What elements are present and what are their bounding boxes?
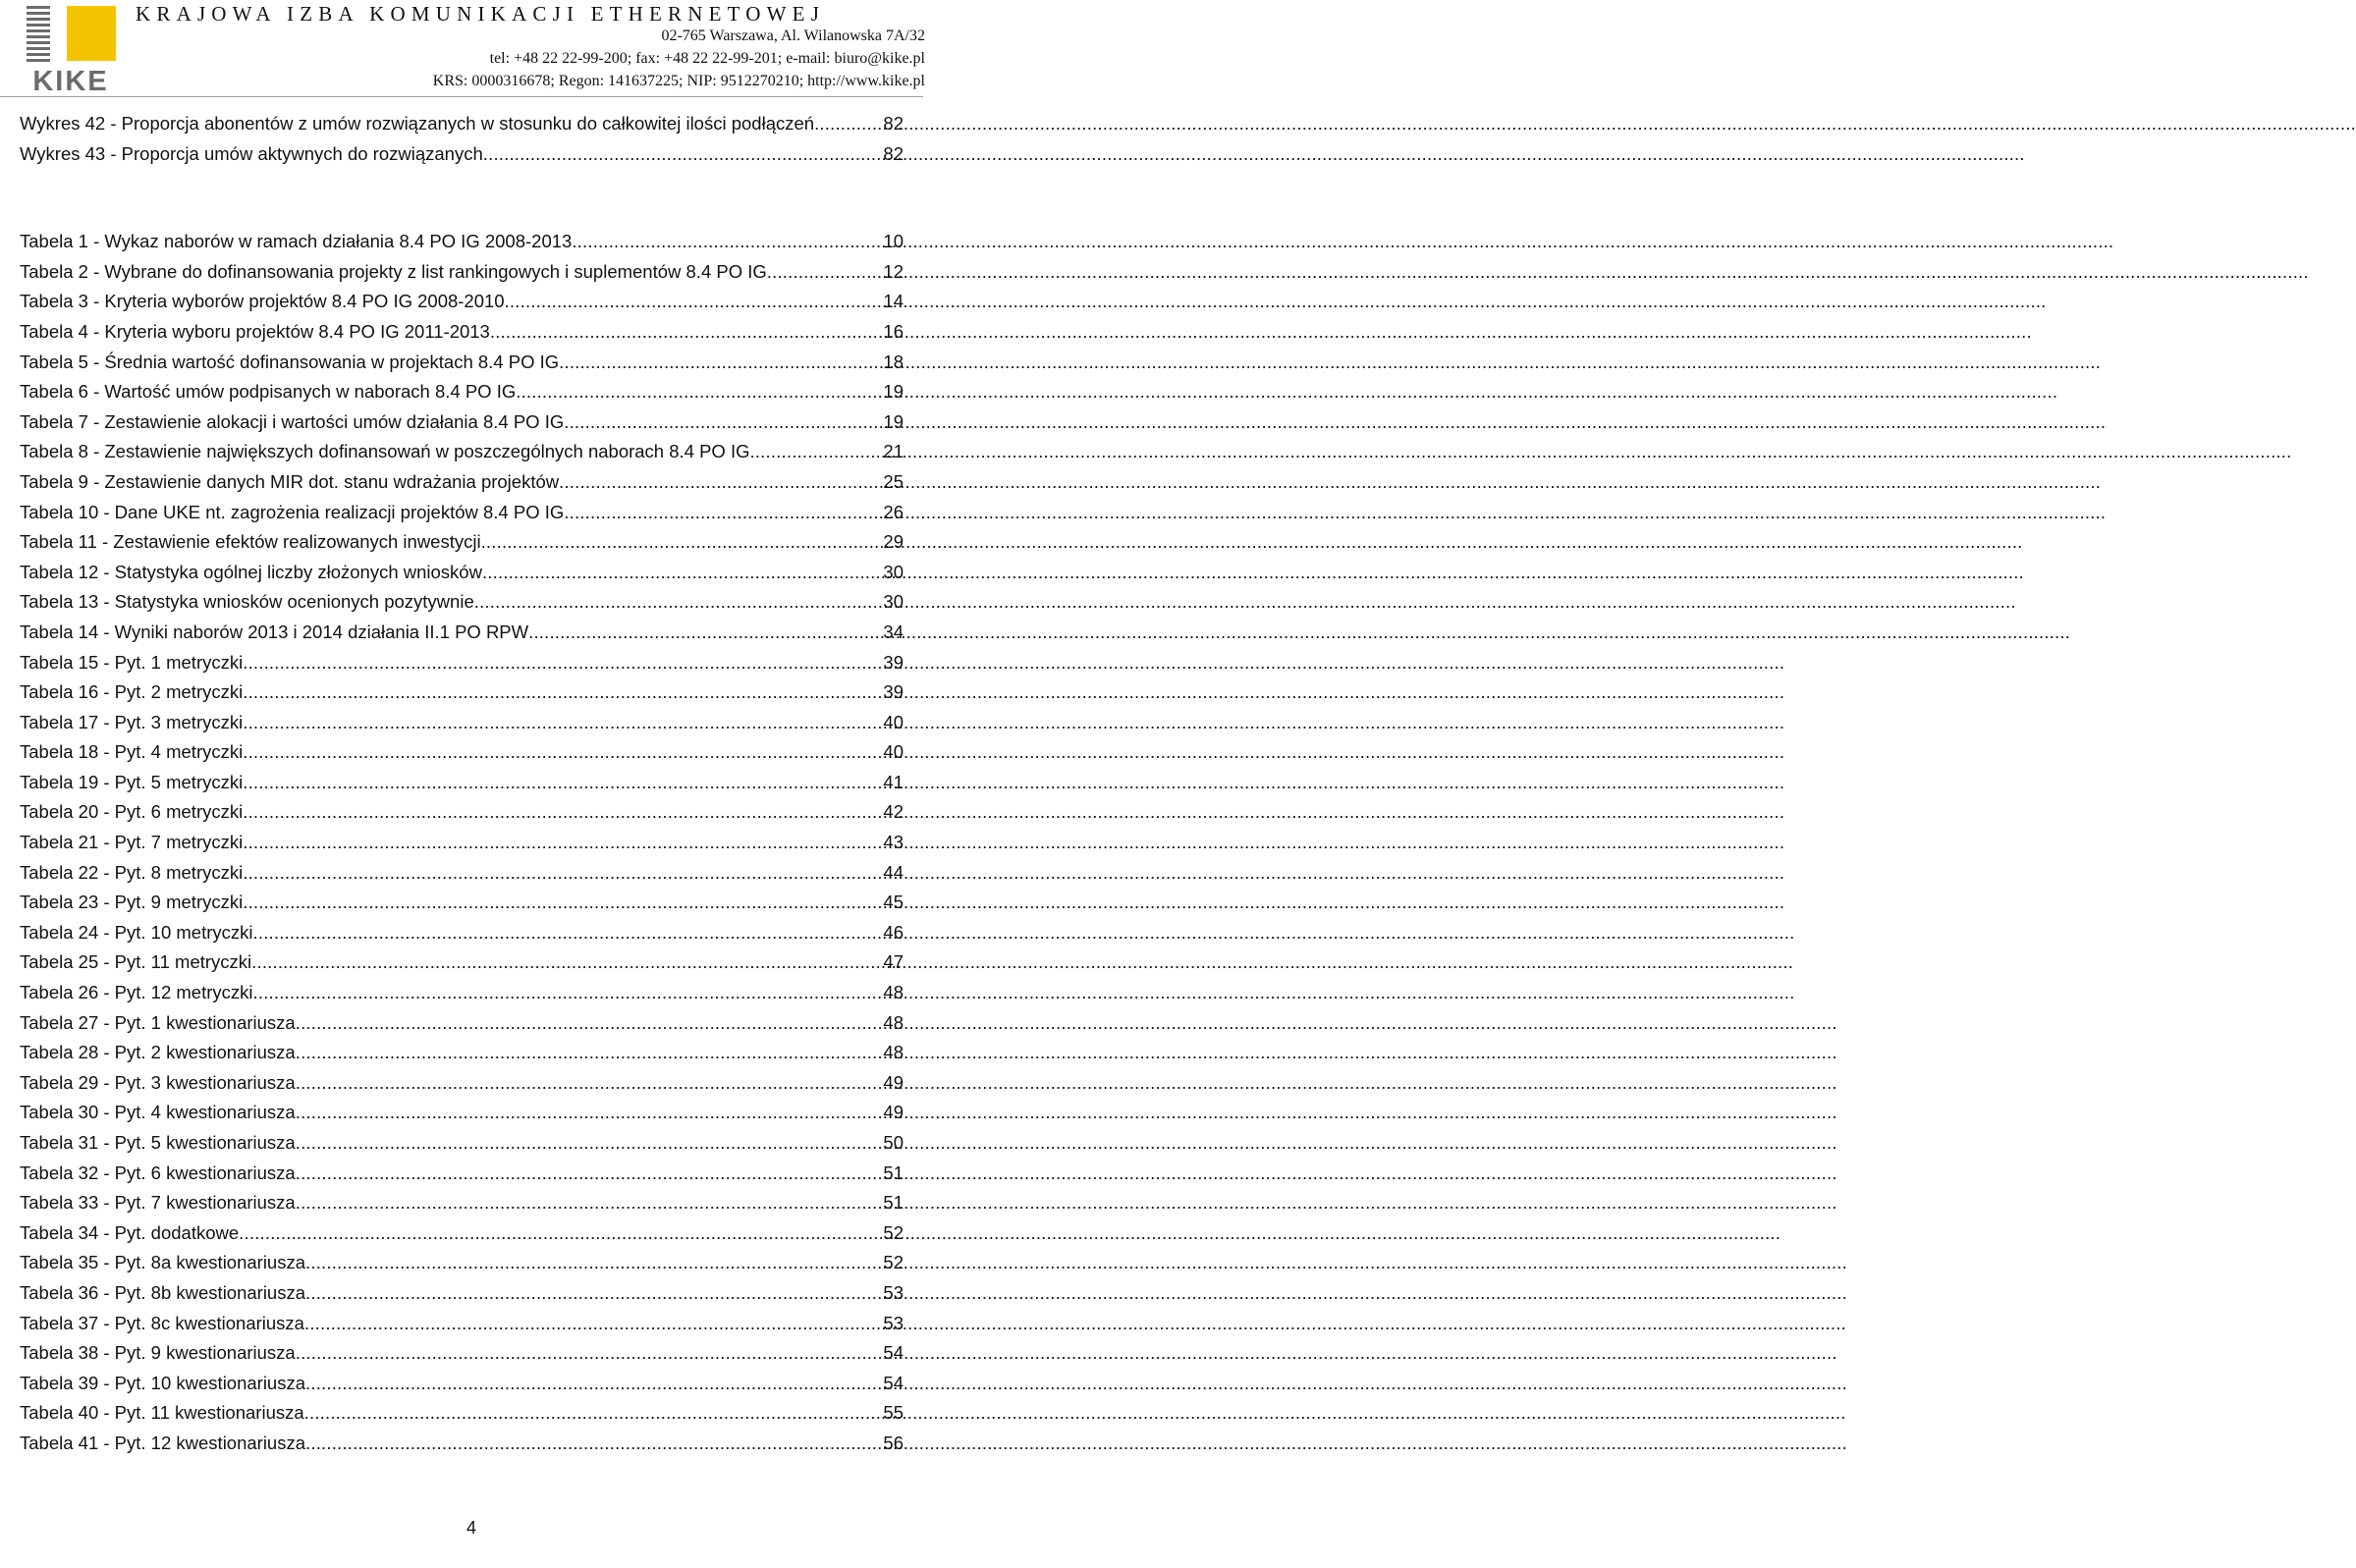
- toc-entry-page: 40: [883, 711, 904, 732]
- toc-entry-table-28[interactable]: [20, 1038, 904, 1068]
- toc-entry-page: 19: [883, 410, 904, 432]
- toc-leader-dots: [305, 1248, 883, 1278]
- toc-entry-title: Tabela 33 - Pyt. 7 kwestionariusza: [20, 1192, 296, 1214]
- toc-leader-dots: [251, 947, 883, 978]
- toc-entry-table-9[interactable]: [20, 467, 904, 498]
- toc-leader-dots: [750, 437, 884, 467]
- toc-entry-title: Tabela 19 - Pyt. 5 metryczki: [20, 771, 244, 792]
- toc-entry-title: Tabela 15 - Pyt. 1 metryczki: [20, 651, 244, 673]
- toc-entry-page: 53: [883, 1312, 904, 1333]
- toc-leader-dots: [481, 527, 884, 558]
- toc-entry-table-2[interactable]: [20, 257, 904, 288]
- toc-entry-table-3[interactable]: [20, 287, 904, 317]
- toc-leader-dots: [305, 1429, 883, 1459]
- toc-leader-dots: [564, 498, 883, 528]
- toc-entry-table-10[interactable]: [20, 498, 904, 528]
- toc-entry-table-14[interactable]: [20, 618, 904, 648]
- toc-leader-dots: [243, 797, 883, 828]
- toc-entry-page: 19: [883, 381, 904, 403]
- toc-entry-table-15[interactable]: [20, 648, 904, 678]
- toc-entry-title: Tabela 2 - Wybrane do dofinansowania projekty z list rankingowych i suplementów 8.4 PO IG: [20, 260, 767, 282]
- toc-entry-page: 82: [883, 113, 904, 134]
- toc-entry-page: 10: [883, 231, 904, 252]
- toc-leader-dots: [528, 618, 883, 648]
- toc-entry-page: 21: [883, 441, 904, 462]
- toc-entry-table-20[interactable]: [20, 797, 904, 828]
- toc-entry-title: Tabela 24 - Pyt. 10 metryczki: [20, 921, 253, 943]
- toc-entry-page: 39: [883, 681, 904, 703]
- toc-leader-dots: [305, 1278, 883, 1309]
- toc-leader-dots: [243, 888, 883, 918]
- toc-entry-page: 14: [883, 291, 904, 312]
- toc-leader-dots: [814, 109, 883, 139]
- toc-entry-page: 54: [883, 1372, 904, 1393]
- logo-bars: [27, 6, 50, 62]
- toc-leader-dots: [243, 858, 883, 889]
- toc-entry-title: Tabela 14 - Wyniki naborów 2013 i 2014 działania II.1 PO RPW: [20, 621, 529, 642]
- toc-entry-title: Tabela 7 - Zestawienie alokacji i wartości umów działania 8.4 PO IG: [20, 410, 565, 432]
- toc-entry-title: Tabela 13 - Statystyka wniosków ocenionych pozytywnie: [20, 591, 474, 613]
- toc-entry-table-33[interactable]: [20, 1188, 904, 1218]
- toc-entry-table-29[interactable]: [20, 1068, 904, 1099]
- toc-entry-title: Tabela 17 - Pyt. 3 metryczki: [20, 711, 244, 732]
- toc-entry-title: Tabela 41 - Pyt. 12 kwestionariusza: [20, 1432, 306, 1453]
- toc-entry-table-5[interactable]: [20, 348, 904, 378]
- toc-entry-page: 49: [883, 1071, 904, 1093]
- toc-entry-title: Tabela 28 - Pyt. 2 kwestionariusza: [20, 1042, 296, 1063]
- toc-entry-title: Tabela 38 - Pyt. 9 kwestionariusza: [20, 1342, 296, 1364]
- toc-entry-page: 30: [883, 561, 904, 582]
- letterhead: [0, 0, 943, 98]
- toc-leader-dots: [243, 828, 883, 858]
- toc-entry-page: 43: [883, 832, 904, 853]
- toc-entry-page: 53: [883, 1281, 904, 1303]
- kike-logo: [24, 4, 120, 97]
- toc-entry-title: Tabela 29 - Pyt. 3 kwestionariusza: [20, 1071, 296, 1093]
- toc-entry-table-22[interactable]: [20, 858, 904, 889]
- toc-entry-table-26[interactable]: [20, 978, 904, 1008]
- toc-leader-dots: [243, 708, 883, 738]
- toc-entry-page: 48: [883, 982, 904, 1003]
- toc-leader-dots: [564, 407, 883, 438]
- toc-entry-table-11[interactable]: [20, 527, 904, 558]
- toc-entry-title: Tabela 21 - Pyt. 7 metryczki: [20, 832, 244, 853]
- toc-entry-table-34[interactable]: [20, 1218, 904, 1249]
- toc-entry-title: Tabela 20 - Pyt. 6 metryczki: [20, 801, 244, 823]
- logo-yellow-block: [67, 6, 116, 61]
- toc-entry-title: Tabela 27 - Pyt. 1 kwestionariusza: [20, 1011, 296, 1033]
- toc-entry-page: 50: [883, 1132, 904, 1153]
- toc-entry-page: 12: [883, 260, 904, 282]
- toc-entry-title: Tabela 32 - Pyt. 6 kwestionariusza: [20, 1162, 296, 1183]
- toc-entry-table-7[interactable]: [20, 407, 904, 438]
- toc-entry-table-31[interactable]: [20, 1128, 904, 1159]
- toc-entry-table-24[interactable]: [20, 918, 904, 948]
- toc-entry-title: Wykres 42 - Proporcja abonentów z umów rozwiązanych w stosunku do całkowitej ilości podłączeń: [20, 113, 815, 134]
- registry-line: KRS: 0000316678; Regon: 141637225; NIP: 9512270210; http://www.kike.pl: [432, 73, 925, 89]
- toc-entry-table-30[interactable]: [20, 1098, 904, 1128]
- toc-leader-dots: [253, 918, 884, 948]
- toc-entry-title: Tabela 40 - Pyt. 11 kwestionariusza: [20, 1402, 304, 1424]
- toc-leader-dots: [304, 1309, 883, 1339]
- toc-entry-table-38[interactable]: [20, 1338, 904, 1369]
- toc-entry-table-19[interactable]: [20, 768, 904, 798]
- toc-entry-title: Tabela 34 - Pyt. dodatkowe: [20, 1221, 240, 1243]
- toc-entry-table-1[interactable]: [20, 227, 904, 257]
- toc-entry-page: 52: [883, 1252, 904, 1273]
- page-number: 4: [466, 1518, 476, 1538]
- toc-leader-dots: [296, 1098, 884, 1128]
- toc-entry-title: Tabela 12 - Statystyka ogólnej liczby złożonych wniosków: [20, 561, 482, 582]
- toc-entry-table-17[interactable]: [20, 708, 904, 738]
- toc-entry-title: Wykres 43 - Proporcja umów aktywnych do rozwiązanych: [20, 142, 483, 164]
- toc-leader-dots: [296, 1128, 884, 1159]
- toc-leader-dots: [572, 227, 883, 257]
- toc-leader-dots: [296, 1038, 884, 1068]
- toc-entry-page: 34: [883, 621, 904, 642]
- toc-entry-page: 51: [883, 1192, 904, 1214]
- toc-leader-dots: [767, 257, 884, 288]
- toc-entry-page: 26: [883, 501, 904, 522]
- toc-entry-table-41[interactable]: [20, 1429, 904, 1459]
- toc-entry-table-8[interactable]: [20, 437, 904, 467]
- toc-entry-page: 54: [883, 1342, 904, 1364]
- toc-entry-title: Tabela 4 - Kryteria wyboru projektów 8.4 PO IG 2011-2013: [20, 320, 490, 342]
- toc-entry-page: 42: [883, 801, 904, 823]
- toc-entry-page: 30: [883, 591, 904, 613]
- toc-entry-figure-43[interactable]: [20, 139, 904, 170]
- toc-entry-table-27[interactable]: [20, 1008, 904, 1039]
- toc-leader-dots: [559, 467, 883, 498]
- toc-entry-page: 18: [883, 351, 904, 372]
- toc-entry-title: Tabela 6 - Wartość umów podpisanych w naborach 8.4 PO IG: [20, 381, 517, 403]
- toc-leader-dots: [474, 587, 884, 618]
- toc-leader-dots: [559, 348, 883, 378]
- toc-entry-page: 44: [883, 861, 904, 883]
- toc-section-gap: [20, 169, 904, 227]
- toc-entry-page: 49: [883, 1102, 904, 1123]
- toc-entry-page: 56: [883, 1432, 904, 1453]
- toc-entry-table-6[interactable]: [20, 377, 904, 407]
- toc-leader-dots: [296, 1068, 884, 1099]
- toc-entry-title: Tabela 36 - Pyt. 8b kwestionariusza: [20, 1281, 306, 1303]
- toc-entry-table-18[interactable]: [20, 737, 904, 768]
- toc-leader-dots: [490, 317, 884, 348]
- toc-entry-title: Tabela 35 - Pyt. 8a kwestionariusza: [20, 1252, 306, 1273]
- toc-entry-page: 48: [883, 1042, 904, 1063]
- toc-entry-page: 47: [883, 951, 904, 973]
- toc-entry-table-40[interactable]: [20, 1398, 904, 1429]
- toc-entry-table-21[interactable]: [20, 828, 904, 858]
- toc-entry-title: Tabela 3 - Kryteria wyborów projektów 8.4 PO IG 2008-2010: [20, 291, 505, 312]
- toc-entry-title: Tabela 10 - Dane UKE nt. zagrożenia realizacji projektów 8.4 PO IG: [20, 501, 565, 522]
- toc-entry-figure-42[interactable]: [20, 109, 904, 139]
- toc-entry-table-13[interactable]: [20, 587, 904, 618]
- toc-entry-table-39[interactable]: [20, 1369, 904, 1399]
- toc-entry-title: Tabela 18 - Pyt. 4 metryczki: [20, 741, 244, 763]
- toc-leader-dots: [243, 648, 883, 678]
- toc-entry-title: Tabela 22 - Pyt. 8 metryczki: [20, 861, 244, 883]
- toc-entry-table-36[interactable]: [20, 1278, 904, 1309]
- toc-entry-title: Tabela 26 - Pyt. 12 metryczki: [20, 982, 253, 1003]
- toc-entry-table-16[interactable]: [20, 677, 904, 708]
- toc-entry-title: Tabela 8 - Zestawienie największych dofinansowań w poszczególnych naborach 8.4 PO IG: [20, 441, 750, 462]
- toc-entry-page: 25: [883, 470, 904, 492]
- toc-leader-dots: [483, 139, 884, 170]
- toc-entry-title: Tabela 25 - Pyt. 11 metryczki: [20, 951, 252, 973]
- toc-leader-dots: [296, 1008, 884, 1039]
- toc-entry-page: 40: [883, 741, 904, 763]
- toc-entry-page: 48: [883, 1011, 904, 1033]
- toc-leader-dots: [505, 287, 884, 317]
- toc-leader-dots: [296, 1159, 884, 1189]
- contact-line: tel: +48 22 22-99-200; fax: +48 22 22-99-201; e-mail: biuro@kike.pl: [489, 50, 925, 67]
- toc-entry-title: Tabela 9 - Zestawienie danych MIR dot. stanu wdrażania projektów: [20, 470, 560, 492]
- toc-entry-title: Tabela 30 - Pyt. 4 kwestionariusza: [20, 1102, 296, 1123]
- toc-entry-table-32[interactable]: [20, 1159, 904, 1189]
- toc-entry-title: Tabela 39 - Pyt. 10 kwestionariusza: [20, 1372, 306, 1393]
- list-of-figures-and-tables: [20, 109, 904, 1459]
- toc-leader-dots: [253, 978, 884, 1008]
- toc-entry-title: Tabela 31 - Pyt. 5 kwestionariusza: [20, 1132, 296, 1153]
- toc-entry-title: Tabela 23 - Pyt. 9 metryczki: [20, 892, 244, 913]
- toc-entry-page: 16: [883, 320, 904, 342]
- toc-entry-page: 45: [883, 892, 904, 913]
- toc-entry-page: 55: [883, 1402, 904, 1424]
- toc-entry-table-37[interactable]: [20, 1309, 904, 1339]
- toc-entry-title: Tabela 5 - Średnia wartość dofinansowania w projektach 8.4 PO IG: [20, 351, 560, 372]
- toc-entry-title: Tabela 11 - Zestawienie efektów realizowanych inwestycji: [20, 531, 481, 553]
- toc-entry-page: 82: [883, 142, 904, 164]
- toc-entry-title: Tabela 37 - Pyt. 8c kwestionariusza: [20, 1312, 304, 1333]
- toc-leader-dots: [243, 677, 883, 708]
- toc-leader-dots: [239, 1218, 883, 1249]
- logo-text: KIKE: [32, 66, 109, 97]
- toc-entry-table-25[interactable]: [20, 947, 904, 978]
- toc-leader-dots: [243, 737, 883, 768]
- toc-entry-page: 39: [883, 651, 904, 673]
- toc-leader-dots: [296, 1188, 884, 1218]
- toc-entry-page: 46: [883, 921, 904, 943]
- organization-name: KRAJOWA IZBA KOMUNIKACJI ETHERNETOWEJ: [136, 2, 826, 26]
- toc-entry-table-4[interactable]: [20, 317, 904, 348]
- toc-leader-dots: [482, 558, 883, 588]
- toc-entry-table-35[interactable]: [20, 1248, 904, 1278]
- toc-leader-dots: [516, 377, 883, 407]
- toc-entry-page: 52: [883, 1221, 904, 1243]
- toc-entry-table-23[interactable]: [20, 888, 904, 918]
- toc-leader-dots: [305, 1369, 883, 1399]
- toc-entry-title: Tabela 1 - Wykaz naborów w ramach działania 8.4 PO IG 2008-2013: [20, 231, 573, 252]
- toc-entry-page: 51: [883, 1162, 904, 1183]
- toc-entry-page: 41: [883, 771, 904, 792]
- toc-entry-table-12[interactable]: [20, 558, 904, 588]
- toc-entry-page: 29: [883, 531, 904, 553]
- toc-leader-dots: [243, 768, 883, 798]
- toc-entry-title: Tabela 16 - Pyt. 2 metryczki: [20, 681, 244, 703]
- toc-leader-dots: [304, 1398, 884, 1429]
- header-divider: [0, 96, 923, 97]
- toc-leader-dots: [296, 1338, 884, 1369]
- address-line: 02-765 Warszawa, Al. Wilanowska 7A/32: [661, 27, 925, 44]
